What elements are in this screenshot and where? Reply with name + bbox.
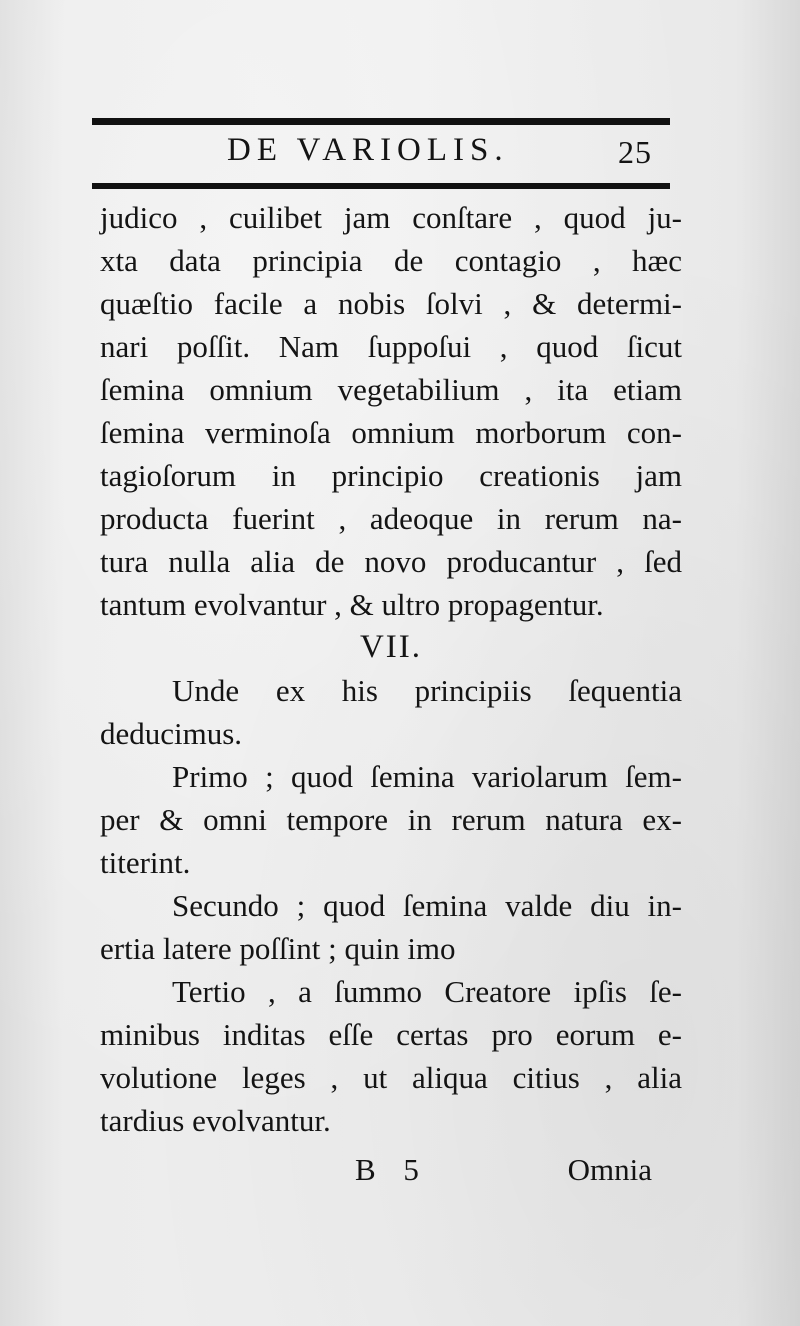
text-line: tura nulla alia de novo producantur , ſed xyxy=(100,544,682,579)
signature-mark: B 5 xyxy=(355,1152,429,1187)
text-line: minibus inditas eſſe certas pro eorum e- xyxy=(100,1017,682,1052)
text-line: ertia latere poſſint ; quin imo xyxy=(100,931,456,966)
text-line: producta fuerint , adeoque in rerum na- xyxy=(100,501,682,536)
section-heading: VII. xyxy=(359,629,423,665)
catchword: Omnia xyxy=(567,1152,652,1187)
text-line: xta data principia de contagio , hæc xyxy=(100,243,682,278)
page-number: 25 xyxy=(618,134,652,170)
body-text xyxy=(100,196,682,1142)
text-line: tardius evolvantur. xyxy=(100,1103,331,1138)
running-head-title: DE VARIOLIS. xyxy=(227,132,509,168)
text-line: tantum evolvantur , & ultro propagentur. xyxy=(100,587,604,622)
text-line: volutione leges , ut aliqua citius , alia xyxy=(100,1060,682,1095)
header-bottom-rule xyxy=(92,183,670,189)
text-line: nari poſſit. Nam ſuppoſui , quod ſicut xyxy=(100,329,682,364)
text-line: tagioſorum in principio creationis jam xyxy=(100,458,682,493)
text-line: ſemina omnium vegetabilium , ita etiam xyxy=(100,372,682,407)
text-line: per & omni tempore in rerum natura ex- xyxy=(100,802,682,837)
text-line: deducimus. xyxy=(100,716,243,751)
running-head xyxy=(92,128,670,182)
text-line: judico , cuilibet jam conſtare , quod ju- xyxy=(100,200,682,235)
text-line: titerint. xyxy=(100,845,191,880)
text-line: ſemina verminoſa omnium morborum con- xyxy=(100,415,682,450)
text-line: Secundo ; quod ſemina valde diu in- xyxy=(172,888,682,923)
text-line: quæſtio facile a nobis ſolvi , & determi- xyxy=(100,286,682,321)
page-footer xyxy=(100,1152,682,1195)
text-line: Primo ; quod ſemina variolarum ſem- xyxy=(172,759,682,794)
text-line: Unde ex his principiis ſequentia xyxy=(172,673,682,708)
header-top-rule xyxy=(92,118,670,125)
text-line: Tertio , a ſummo Creatore ipſis ſe- xyxy=(172,974,682,1009)
